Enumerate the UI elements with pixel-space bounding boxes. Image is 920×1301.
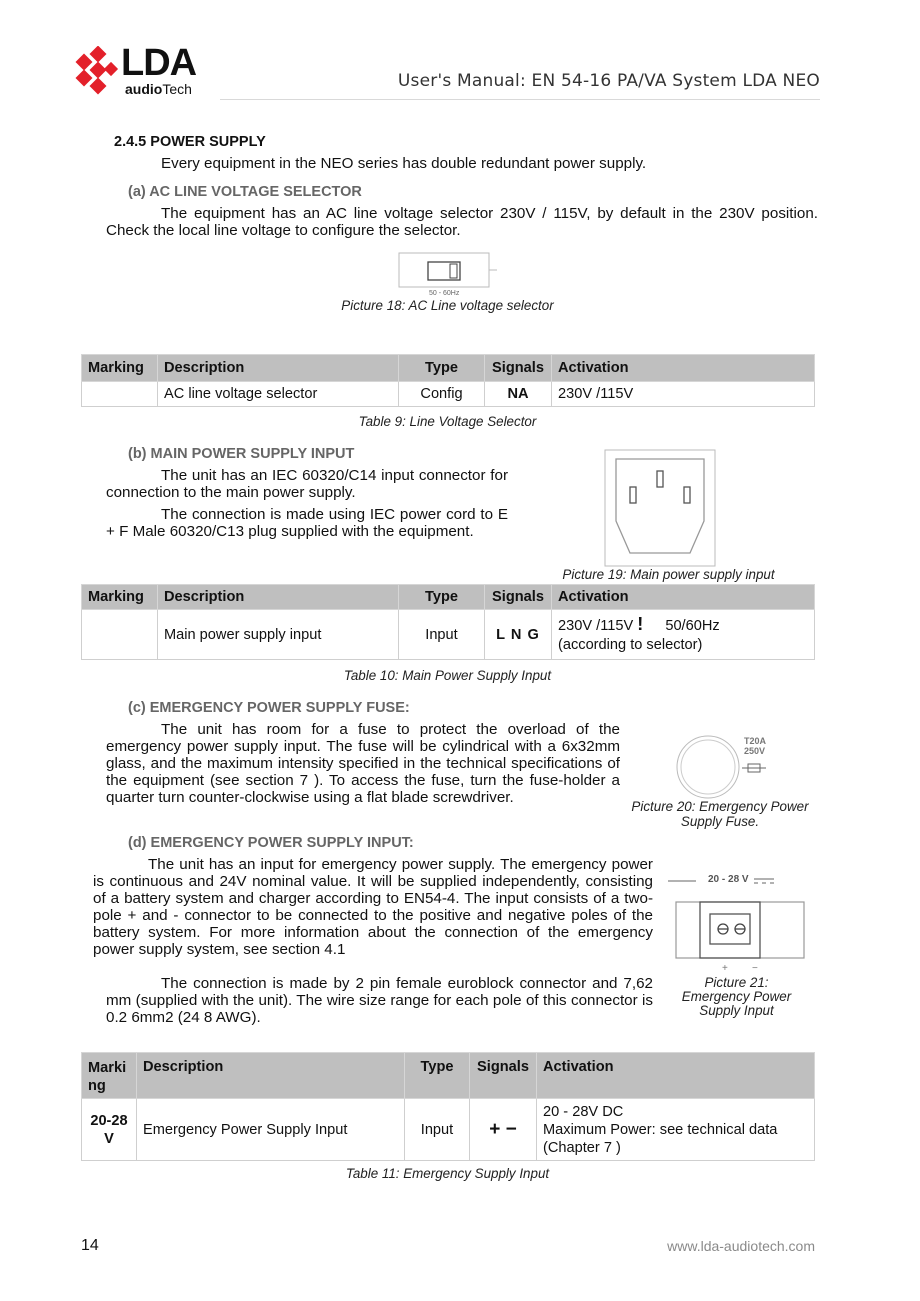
emergency-fuse-text: The unit has room for a fuse to protect the overload of the emergency power supply input. The fuse will be cylindrical with a 6x32mm glass, and the maximum intensity specified in the technical specifications of the equipment (see section 7 ). To access the fuse, turn the fuse-holder a quarter turn counter-clockwise using a flat blade screwdriver.	[106, 721, 620, 806]
fuse-label-amps: T20A	[744, 736, 767, 746]
header-title: User's Manual: EN 54-16 PA/VA System LDA NEO	[397, 71, 820, 91]
col-description: Description	[158, 355, 399, 382]
picture-21-caption: Picture 21: Emergency Power Supply Input	[681, 975, 792, 1018]
cell-marking: 20-28V	[82, 1099, 137, 1161]
ac-selector-label: 50 - 60Hz	[429, 290, 460, 297]
main-power-text-1: The unit has an IEC 60320/C14 input connector for connection to the main power supply.	[106, 467, 508, 501]
emergency-input-text-2: The connection is made by 2 pin female euroblock connector and 7,62 mm (supplied with the unit). The wire size range for each pole of this connector is 0.2 6mm2 (24 8 AWG).	[106, 975, 653, 1026]
logo-text: LDA	[121, 42, 197, 84]
table-11-caption: Table 11: Emergency Supply Input	[345, 1166, 550, 1181]
cell-type: Config	[399, 382, 485, 407]
col-marking: Marking	[82, 1053, 137, 1099]
col-signals: Signals	[470, 1053, 537, 1099]
col-type: Type	[399, 585, 485, 610]
cell-marking	[82, 610, 158, 660]
cell-type: Input	[399, 610, 485, 660]
picture-20-caption: Picture 20: Emergency Power Supply Fuse.	[631, 799, 809, 829]
logo-subtitle: audioTech	[125, 81, 192, 97]
col-activation: Activation	[552, 585, 815, 610]
table-row	[82, 610, 815, 660]
col-marking: Marking	[82, 355, 158, 382]
emergency-connector-picture	[668, 870, 806, 978]
section-intro: Every equipment in the NEO series has double redundant power supply.	[161, 155, 647, 172]
table-10	[81, 584, 815, 660]
cell-activation: 230V /115V	[552, 382, 815, 407]
table-row	[82, 1099, 815, 1161]
company-logo	[75, 44, 220, 100]
table-header-row	[82, 585, 815, 610]
emergency-input-text-1: The unit has an input for emergency power supply. The emergency power is continuous and 24V nominal value. It will be supplied independently, consisting of a battery system and charger according to EN54-4. The input consists of a two-pole + and - connector to be connected to the positive and negative poles of the battery system. For more information about the connection of the emergency power supply system, see section 4.1	[93, 856, 653, 958]
ac-selector-text: The equipment has an AC line voltage selector 230V / 115V, by default in the 230V position. Check the local line voltage to configure the selector.	[106, 205, 818, 239]
footer-website-link[interactable]: www.lda-audiotech.com	[667, 1238, 815, 1254]
subheading-emergency-fuse: (c) EMERGENCY POWER SUPPLY FUSE:	[128, 700, 410, 716]
main-power-text-2: The connection is made using IEC power cord to E + F Male 60320/C13 plug supplied with the equipment.	[106, 506, 508, 540]
table-10-caption: Table 10: Main Power Supply Input	[343, 668, 552, 683]
warning-mark: !	[637, 613, 644, 634]
subheading-main-power: (b) MAIN POWER SUPPLY INPUT	[128, 446, 355, 462]
lda-diamonds-icon	[75, 46, 121, 96]
col-activation: Activation	[537, 1053, 815, 1099]
iec-connector-picture	[604, 449, 716, 567]
picture-19-caption: Picture 19: Main power supply input	[562, 567, 775, 582]
cell-activation: 20 - 28V DC Maximum Power: see technical data (Chapter 7 )	[537, 1099, 815, 1161]
table-header-row	[82, 1053, 815, 1099]
col-type: Type	[405, 1053, 470, 1099]
col-activation: Activation	[552, 355, 815, 382]
table-9	[81, 354, 815, 407]
page-number: 14	[81, 1237, 99, 1254]
cell-signals: L N G	[485, 610, 552, 660]
table-9-caption: Table 9: Line Voltage Selector	[358, 414, 537, 429]
subheading-emergency-input: (d) EMERGENCY POWER SUPPLY INPUT:	[128, 835, 414, 851]
col-signals: Signals	[485, 585, 552, 610]
picture-18-caption: Picture 18: AC Line voltage selector	[341, 298, 554, 313]
col-marking: Marking	[82, 585, 158, 610]
table-11	[81, 1052, 815, 1161]
fuse-picture	[672, 732, 776, 800]
cell-description: Emergency Power Supply Input	[137, 1099, 405, 1161]
cell-description: Main power supply input	[158, 610, 399, 660]
cell-signals: NA	[485, 382, 552, 407]
cell-activation: 230V /115V ! 50/60Hz (according to selector)	[552, 610, 815, 660]
section-heading: 2.4.5 POWER SUPPLY	[114, 134, 266, 150]
emergency-voltage-label: 20 - 28 V	[708, 874, 749, 885]
cell-marking	[82, 382, 158, 407]
table-row	[82, 382, 815, 407]
plus-label: +	[722, 963, 728, 974]
col-description: Description	[158, 585, 399, 610]
ac-selector-picture	[398, 252, 498, 302]
cell-description: AC line voltage selector	[158, 382, 399, 407]
cell-type: Input	[405, 1099, 470, 1161]
header-divider	[220, 99, 820, 100]
col-signals: Signals	[485, 355, 552, 382]
minus-label: −	[752, 963, 758, 974]
col-type: Type	[399, 355, 485, 382]
fuse-label-volts: 250V	[744, 746, 766, 756]
subheading-ac-selector: (a) AC LINE VOLTAGE SELECTOR	[128, 184, 362, 200]
cell-signals: + −	[470, 1099, 537, 1161]
table-header-row	[82, 355, 815, 382]
col-description: Description	[137, 1053, 405, 1099]
